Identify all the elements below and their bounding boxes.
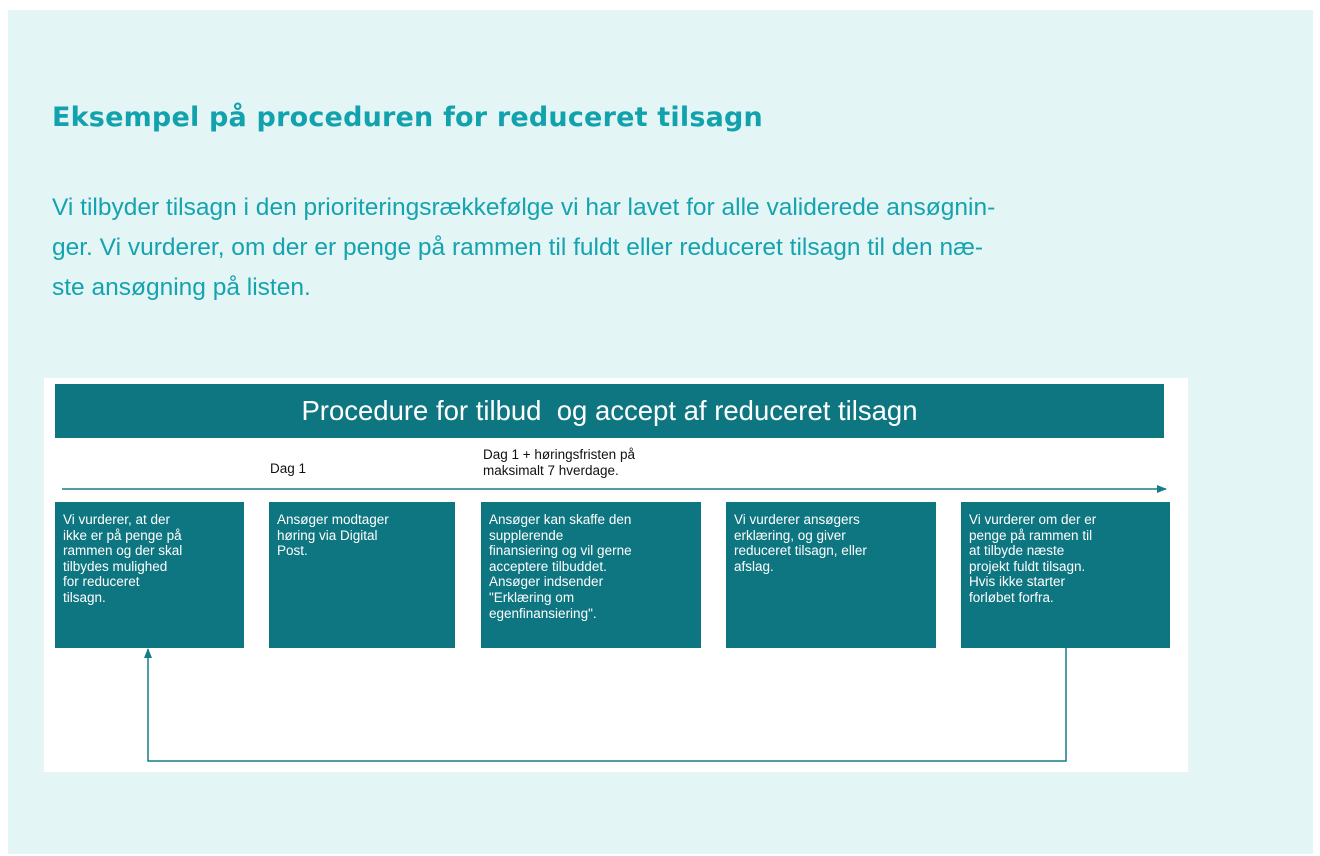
intro-line: Vi tilbyder tilsagn i den prioriteringsrækkefølge vi har lavet for alle validerede ansøgnin- xyxy=(52,194,996,221)
procedure-diagram xyxy=(44,378,1188,772)
step-text-line: Ansøger kan skaffe den xyxy=(489,512,632,527)
step-1-assess-funds xyxy=(55,502,244,648)
step-text-line: Vi vurderer ansøgers xyxy=(734,512,860,527)
step-text-line: at tilbyde næste xyxy=(969,543,1065,559)
step-text-line: supplerende xyxy=(489,527,564,543)
step-text-line: "Erklæring om xyxy=(489,589,575,605)
diagram-title: Procedure for tilbud og accept af reduceret tilsagn xyxy=(55,384,1164,438)
day-deadline-label xyxy=(483,447,635,479)
step-text-line: erklæring, og giver xyxy=(734,527,846,543)
step-text-line: forløbet forfra. xyxy=(969,589,1054,605)
step-text-line: rammen og der skal xyxy=(63,543,183,559)
step-text-line: afslag. xyxy=(734,558,774,574)
step-text-line: Ansøger indsender xyxy=(489,574,604,590)
step-text-line: ikke er på penge på xyxy=(63,527,182,543)
step-text-line: projekt fuldt tilsagn. xyxy=(969,558,1086,574)
step-text-line: Post. xyxy=(277,543,308,559)
step-text-line: tilsagn. xyxy=(63,589,106,605)
step-4-assess-declaration xyxy=(726,502,936,648)
step-text-line: acceptere tilbuddet. xyxy=(489,558,607,574)
step-text-line: høring via Digital xyxy=(277,527,378,543)
intro-line: ger. Vi vurderer, om der er penge på rammen til fuldt eller reduceret tilsagn til den næ- xyxy=(52,234,984,261)
step-text-line: egenfinansiering". xyxy=(489,605,597,621)
page-heading: Eksempel på proceduren for reduceret tilsagn xyxy=(52,102,763,133)
day-deadline-line: maksimalt 7 hverdage. xyxy=(483,463,619,478)
step-text-line: finansiering og vil gerne xyxy=(489,543,632,559)
step-text-line: penge på rammen til xyxy=(969,527,1093,543)
step-text-line: Vi vurderer, at der xyxy=(63,512,171,527)
step-text-line: for reduceret xyxy=(63,574,140,590)
loop-back-arrow xyxy=(148,648,1066,761)
step-3-applicant-declaration xyxy=(481,502,701,648)
step-text-line: tilbydes mulighed xyxy=(63,558,168,574)
step-text-line: Hvis ikke starter xyxy=(969,574,1066,590)
step-text-line: Vi vurderer om der er xyxy=(969,512,1097,527)
intro-line: ste ansøgning på listen. xyxy=(52,274,311,301)
step-text-line: Ansøger modtager xyxy=(277,512,389,527)
step-text-line: reduceret tilsagn, eller xyxy=(734,543,867,559)
day-1-label: Dag 1 xyxy=(270,461,307,476)
step-2-hearing xyxy=(269,502,455,648)
step-5-next-project xyxy=(961,502,1170,648)
day-deadline-line: Dag 1 + høringsfristen på xyxy=(483,447,635,462)
intro-paragraph xyxy=(52,188,1292,308)
